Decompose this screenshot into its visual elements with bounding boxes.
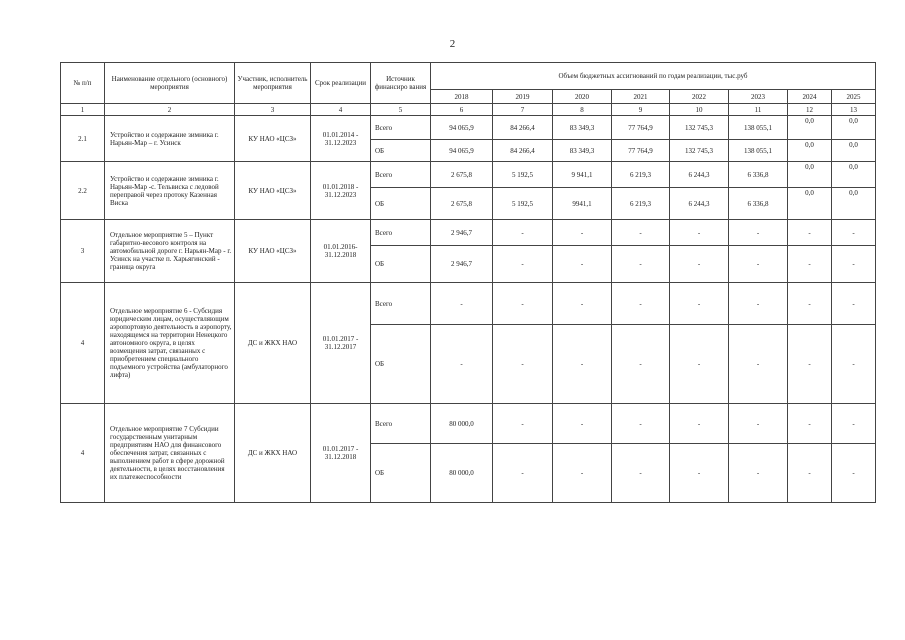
budget-value: - — [729, 325, 788, 404]
budget-value: 9 941,1 — [553, 162, 612, 188]
header-year: 2018 — [431, 90, 493, 104]
budget-value: - — [553, 444, 612, 503]
header-term: Срок реализации — [311, 63, 371, 104]
term: 01.01.2016- 31.12.2018 — [311, 220, 371, 283]
column-number: 6 — [431, 104, 493, 116]
header-year: 2021 — [612, 90, 670, 104]
table-row — [61, 116, 876, 140]
participant: ДС и ЖКХ НАО — [235, 404, 311, 503]
budget-value: - — [612, 246, 670, 283]
budget-value: - — [832, 283, 876, 325]
budget-value: 0,0 — [832, 162, 876, 188]
budget-value: - — [493, 444, 553, 503]
budget-value: - — [670, 283, 729, 325]
budget-value: - — [553, 325, 612, 404]
funding-source: ОБ — [371, 188, 431, 220]
budget-value: - — [612, 444, 670, 503]
funding-source: ОБ — [371, 246, 431, 283]
budget-value: - — [553, 283, 612, 325]
budget-value: - — [832, 444, 876, 503]
budget-value: 5 192,5 — [493, 188, 553, 220]
budget-value: 6 219,3 — [612, 188, 670, 220]
budget-value: - — [553, 404, 612, 444]
header-participant: Участник, исполнитель мероприятия — [235, 63, 311, 104]
row-number: 2.2 — [61, 162, 105, 220]
budget-value: - — [612, 220, 670, 246]
column-number: 12 — [788, 104, 832, 116]
funding-source: Всего — [371, 404, 431, 444]
budget-value: 6 244,3 — [670, 188, 729, 220]
participant: КУ НАО «ЦСЗ» — [235, 220, 311, 283]
participant: ДС и ЖКХ НАО — [235, 283, 311, 404]
budget-value: - — [788, 220, 832, 246]
budget-value: - — [788, 283, 832, 325]
funding-source: Всего — [371, 116, 431, 140]
budget-value: - — [788, 444, 832, 503]
funding-source: ОБ — [371, 140, 431, 162]
table-row — [61, 404, 876, 444]
budget-value: - — [670, 220, 729, 246]
budget-value: 2 946,7 — [431, 220, 493, 246]
column-number: 3 — [235, 104, 311, 116]
row-number: 2.1 — [61, 116, 105, 162]
budget-value: 0,0 — [832, 188, 876, 220]
budget-value: 6 336,8 — [729, 188, 788, 220]
budget-value: 6 244,3 — [670, 162, 729, 188]
budget-value: 9941,1 — [553, 188, 612, 220]
budget-value: 6 336,8 — [729, 162, 788, 188]
header-source: Источник финансиро вания — [371, 63, 431, 104]
column-number: 4 — [311, 104, 371, 116]
column-number: 10 — [670, 104, 729, 116]
budget-value: 2 675,8 — [431, 188, 493, 220]
funding-source: ОБ — [371, 444, 431, 503]
budget-value: 94 065,9 — [431, 140, 493, 162]
column-number: 5 — [371, 104, 431, 116]
term: 01.01.2014 - 31.12.2023 — [311, 116, 371, 162]
budget-value: 132 745,3 — [670, 140, 729, 162]
table-row — [61, 220, 876, 246]
column-number: 2 — [105, 104, 235, 116]
table-row — [61, 283, 876, 325]
budget-value: - — [729, 246, 788, 283]
term: 01.01.2018 - 31.12.2023 — [311, 162, 371, 220]
budget-value: 6 219,3 — [612, 162, 670, 188]
column-number: 1 — [61, 104, 105, 116]
row-number: 4 — [61, 404, 105, 503]
budget-value: 80 000,0 — [431, 404, 493, 444]
budget-value: 83 349,3 — [553, 116, 612, 140]
budget-value: 84 266,4 — [493, 116, 553, 140]
column-number: 11 — [729, 104, 788, 116]
budget-value: - — [788, 325, 832, 404]
budget-value: - — [493, 404, 553, 444]
budget-value: - — [832, 220, 876, 246]
budget-value: - — [670, 325, 729, 404]
budget-value: 94 065,9 — [431, 116, 493, 140]
column-number: 13 — [832, 104, 876, 116]
budget-value: - — [493, 246, 553, 283]
budget-value: 77 764,9 — [612, 140, 670, 162]
budget-value: - — [670, 444, 729, 503]
header-year: 2023 — [729, 90, 788, 104]
budget-value: 0,0 — [832, 116, 876, 140]
header-year: 2025 — [832, 90, 876, 104]
budget-value: 84 266,4 — [493, 140, 553, 162]
header-volume: Объем бюджетных ассигнований по годам реализации, тыс.руб — [431, 63, 876, 90]
table-header — [61, 63, 876, 116]
budget-value: - — [729, 220, 788, 246]
activity-name: Отдельное мероприятие 7 Субсидии государственным унитарным предприятиям НАО для финансового обеспечения затрат, связанных с выполнением работ в сфере дорожной деятельности, в целях восстановления их платежеспособности — [105, 404, 235, 503]
term: 01.01.2017 - 31.12.2017 — [311, 283, 371, 404]
budget-value: - — [788, 404, 832, 444]
header-year: 2020 — [553, 90, 612, 104]
budget-value: - — [832, 325, 876, 404]
funding-source: Всего — [371, 220, 431, 246]
budget-value: - — [612, 325, 670, 404]
budget-value: - — [431, 283, 493, 325]
budget-value: - — [612, 283, 670, 325]
budget-value: 0,0 — [832, 140, 876, 162]
budget-value: - — [729, 444, 788, 503]
participant: КУ НАО «ЦСЗ» — [235, 116, 311, 162]
header-name: Наименование отдельного (основного) мероприятия — [105, 63, 235, 104]
page-number: 2 — [449, 38, 456, 50]
budget-value: - — [832, 246, 876, 283]
budget-table — [60, 62, 876, 503]
budget-value: 2 946,7 — [431, 246, 493, 283]
budget-value: - — [612, 404, 670, 444]
header-year: 2024 — [788, 90, 832, 104]
budget-value: 0,0 — [788, 188, 832, 220]
budget-value: 138 055,1 — [729, 140, 788, 162]
activity-name: Отдельное мероприятие 5 – Пункт габаритно-весового контроля на автомобильной дороге г. Нарьян-Мар - г. Усинск на участке п. Харьягинский - граница округа — [105, 220, 235, 283]
budget-value: - — [670, 404, 729, 444]
row-number: 4 — [61, 283, 105, 404]
budget-value: 2 675,8 — [431, 162, 493, 188]
header-year: 2019 — [493, 90, 553, 104]
budget-value: 80 000,0 — [431, 444, 493, 503]
header-year: 2022 — [670, 90, 729, 104]
table-row — [61, 162, 876, 188]
budget-value: 0,0 — [788, 116, 832, 140]
budget-value: - — [493, 283, 553, 325]
budget-value: - — [729, 404, 788, 444]
term: 01.01.2017 - 31.12.2018 — [311, 404, 371, 503]
budget-value: 5 192,5 — [493, 162, 553, 188]
budget-value: - — [493, 220, 553, 246]
budget-value: 132 745,3 — [670, 116, 729, 140]
column-number: 7 — [493, 104, 553, 116]
budget-value: - — [788, 246, 832, 283]
participant: КУ НАО «ЦСЗ» — [235, 162, 311, 220]
funding-source: Всего — [371, 162, 431, 188]
budget-value: 138 055,1 — [729, 116, 788, 140]
budget-value: - — [832, 404, 876, 444]
column-number: 8 — [553, 104, 612, 116]
activity-name: Отдельное мероприятие 6 - Субсидия юридическим лицам, осуществляющим аэропортовую деятельность в аэропорту, находящемся на территории Ненецкого автономного округа, в целях возмещения затрат, связанных с приобретением специального подъемного устройства (амбулаторного лифта) — [105, 283, 235, 404]
budget-value: 0,0 — [788, 140, 832, 162]
column-number: 9 — [612, 104, 670, 116]
row-number: 3 — [61, 220, 105, 283]
activity-name: Устройство и содержание зимника г. Нарьян-Мар -с. Тельвиска с ледовой переправой через протоку Казенная Виска — [105, 162, 235, 220]
budget-value: 83 349,3 — [553, 140, 612, 162]
budget-value: - — [493, 325, 553, 404]
header-no: № п/п — [61, 63, 105, 104]
activity-name: Устройство и содержание зимника г. Нарьян-Мар – г. Усинск — [105, 116, 235, 162]
table-body — [61, 116, 876, 503]
budget-value: - — [670, 246, 729, 283]
funding-source: ОБ — [371, 325, 431, 404]
budget-value: 77 764,9 — [612, 116, 670, 140]
budget-value: - — [431, 325, 493, 404]
budget-value: 0,0 — [788, 162, 832, 188]
funding-source: Всего — [371, 283, 431, 325]
budget-value: - — [553, 220, 612, 246]
budget-value: - — [729, 283, 788, 325]
budget-value: - — [553, 246, 612, 283]
